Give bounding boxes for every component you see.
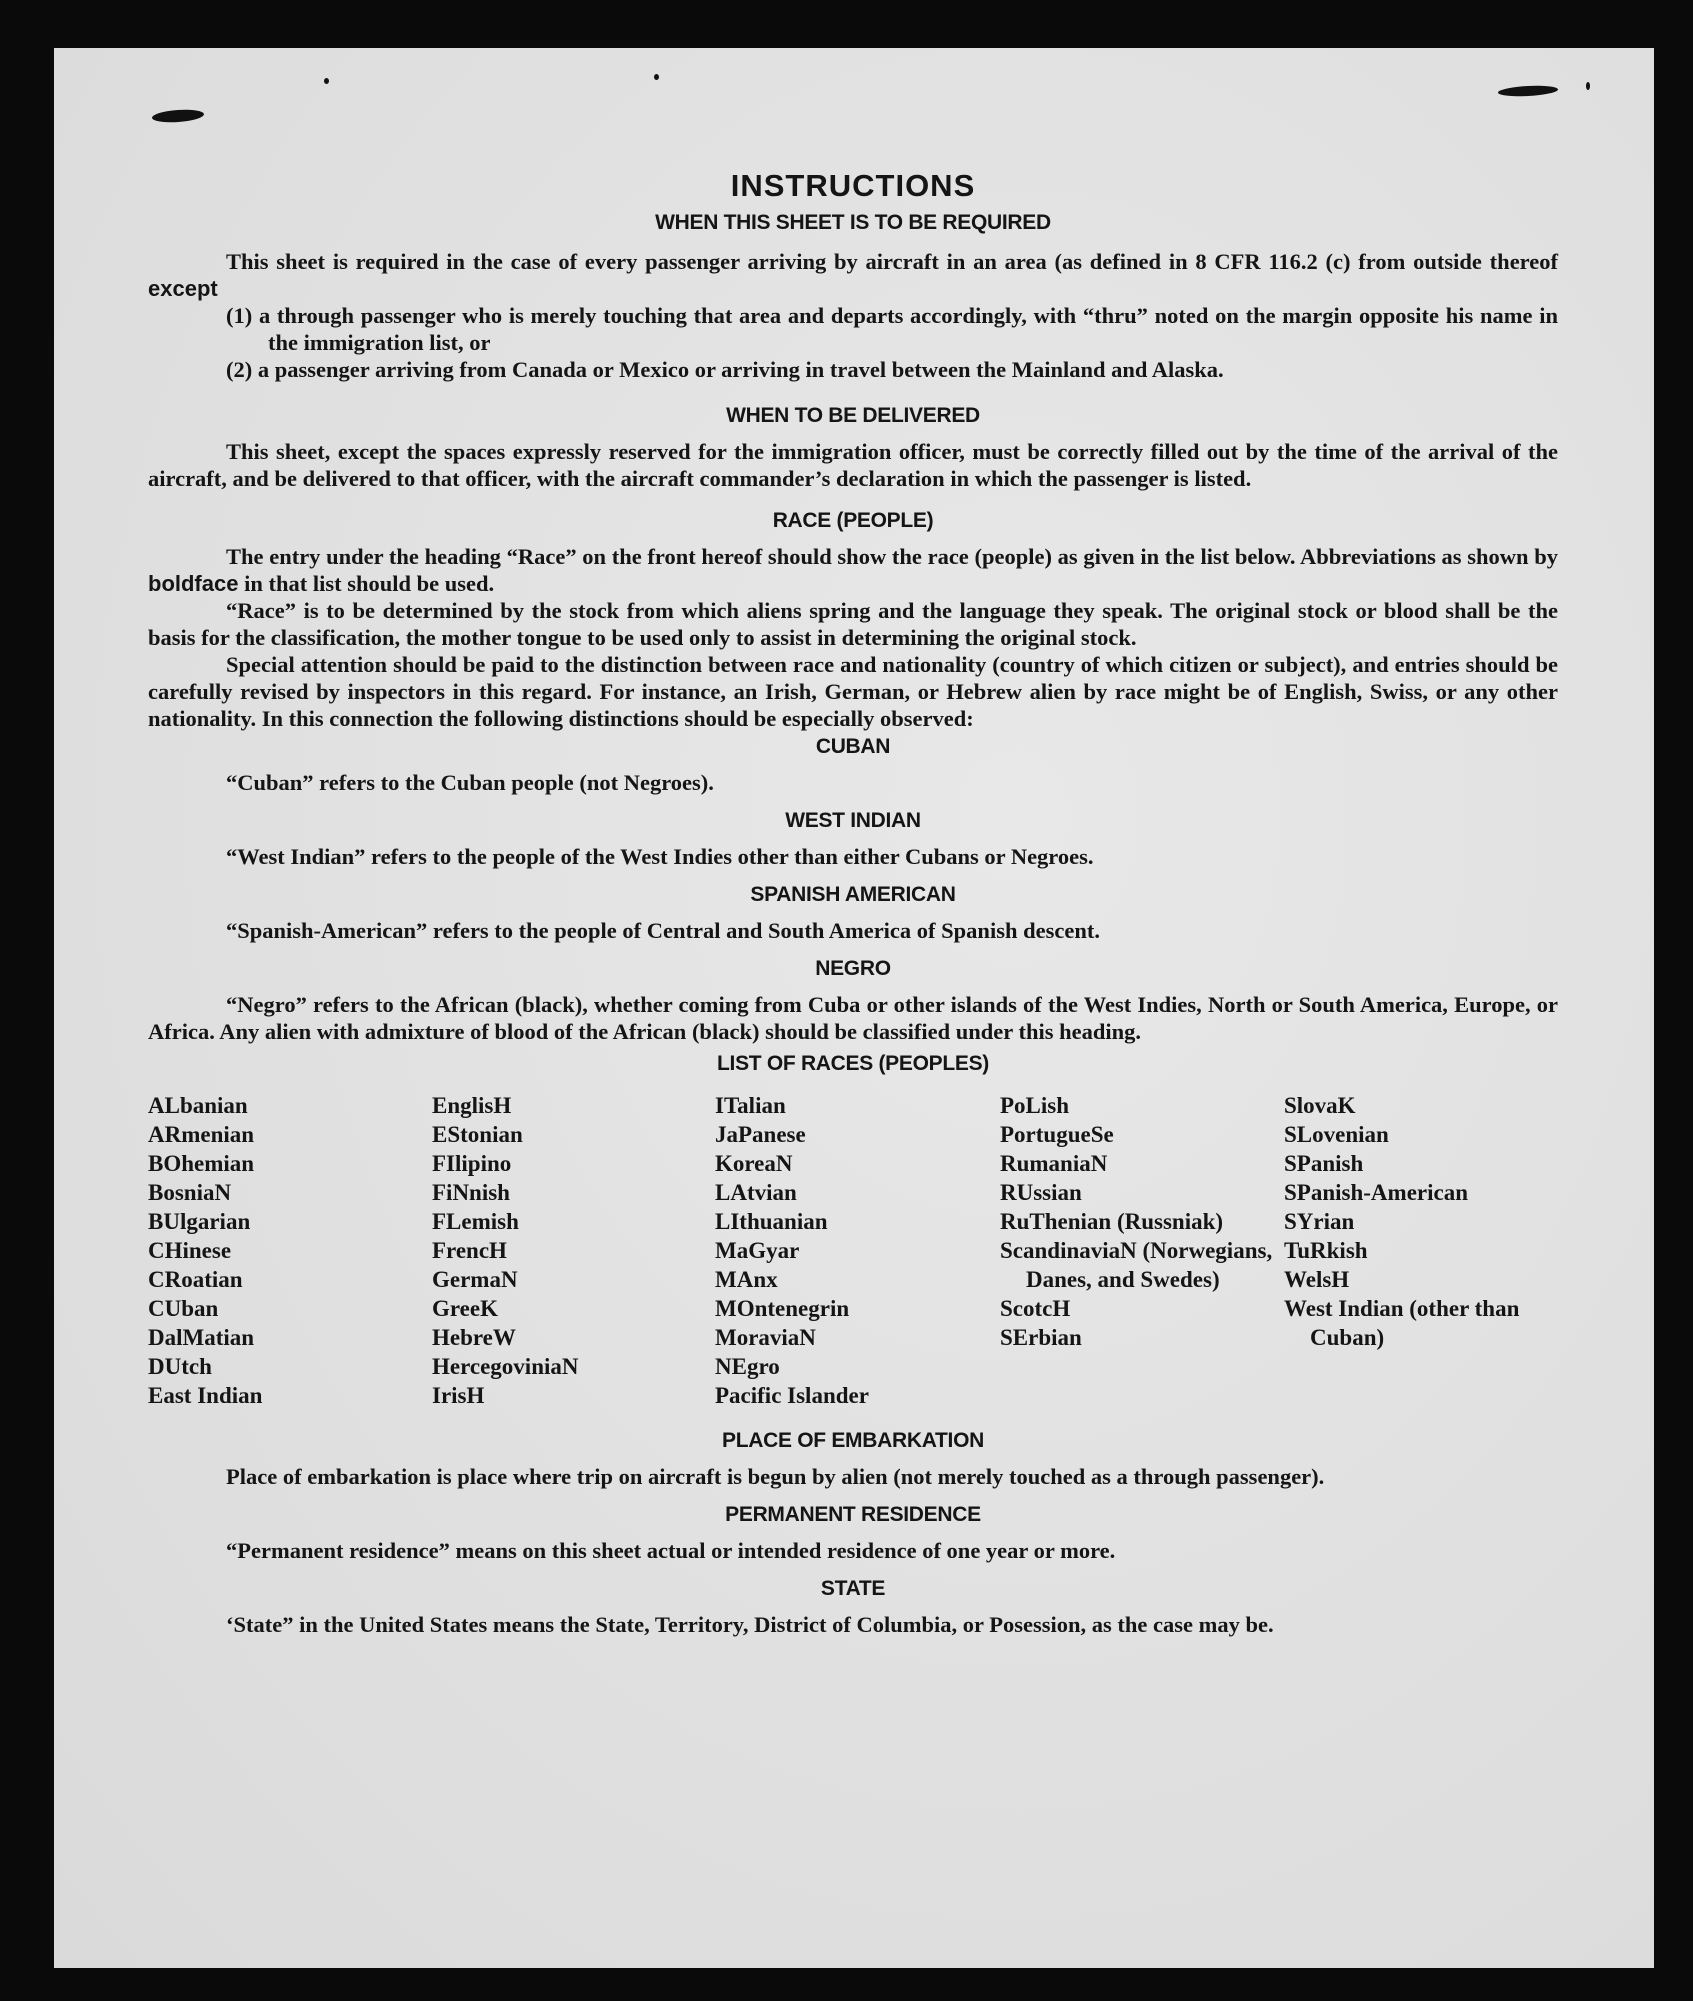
race-entry: IrisH xyxy=(432,1383,485,1408)
section-heading: STATE xyxy=(820,1577,886,1600)
race-entry: West Indian (other than Cuban) xyxy=(1284,1296,1520,1350)
section-heading: SPANISH AMERICAN xyxy=(750,883,956,906)
section-heading: CUBAN xyxy=(815,735,891,758)
race-entry: BUlgarian xyxy=(148,1209,251,1234)
race-entry: HebreW xyxy=(432,1325,516,1350)
ink-blot xyxy=(1498,84,1558,97)
bleed-through-text xyxy=(674,118,679,135)
paragraph xyxy=(148,248,1558,302)
race-entry: BOhemian xyxy=(148,1151,255,1176)
race-entry: ARmenian xyxy=(148,1122,255,1147)
paragraph: ‘State” in the United States means the State, Territory, District of Columbia, or Posession, as the case may be. xyxy=(226,1612,1274,1637)
race-entry: FrencH xyxy=(432,1238,507,1263)
paragraph: Special attention should be paid to the distinction between race and nationality (country of which citizen or subject), and entries should be carefully revised by inspectors in this regard. For instance, an Irish, German, or Hebrew alien by race might be of English, Swiss, or any other nationality. In this connection the following distinctions should be especially observed: xyxy=(148,652,1558,731)
section-heading: RACE (PEOPLE) xyxy=(772,509,934,532)
race-entry: PoLish xyxy=(1000,1093,1070,1118)
paragraph: “Negro” refers to the African (black), whether coming from Cuba or other islands of the West Indies, North or South America, Europe, or Africa. Any alien with admixture of blood of the African (black) should be classified under this heading. xyxy=(148,992,1558,1044)
race-entry: PortugueSe xyxy=(1000,1122,1114,1147)
race-entry: MoraviaN xyxy=(715,1325,816,1350)
section-heading: WHEN TO BE DELIVERED xyxy=(726,404,980,427)
race-entry: LIthuanian xyxy=(715,1209,828,1234)
races-column xyxy=(715,1091,1000,1410)
race-entry: MOntenegrin xyxy=(715,1296,850,1321)
race-entry: SYrian xyxy=(1284,1209,1355,1234)
page-title: INSTRUCTIONS xyxy=(730,168,976,203)
paragraph: Place of embarkation is place where trip on aircraft is begun by alien (not merely touched as a through passenger). xyxy=(226,1464,1325,1489)
paragraph: “Cuban” refers to the Cuban people (not Negroes). xyxy=(226,770,714,795)
race-entry: BosniaN xyxy=(148,1180,232,1205)
paragraph xyxy=(148,543,1558,597)
document-page xyxy=(54,48,1654,1968)
section-heading: LIST OF RACES (PEOPLES) xyxy=(717,1052,989,1075)
race-entry: ITalian xyxy=(715,1093,786,1118)
ink-dot xyxy=(324,78,329,84)
race-entry: RuThenian (Russniak) xyxy=(1000,1209,1224,1234)
race-entry: TuRkish xyxy=(1284,1238,1368,1263)
paragraph-text: This sheet is required in the case of every passenger arriving by aircraft in an area (as defined in 8 CFR 116.2 (c) from outside thereof xyxy=(226,249,1558,274)
races-column xyxy=(1000,1091,1284,1410)
race-entry: ALbanian xyxy=(148,1093,248,1118)
races-column xyxy=(148,1091,432,1410)
race-entry: SlovaK xyxy=(1284,1093,1356,1118)
section-heading: WHEN THIS SHEET IS TO BE REQUIRED xyxy=(655,211,1051,234)
races-list xyxy=(148,1091,1558,1410)
race-entry: LAtvian xyxy=(715,1180,797,1205)
races-column xyxy=(1284,1091,1558,1410)
race-entry: NEgro xyxy=(715,1354,780,1379)
section-heading: NEGRO xyxy=(815,957,891,980)
race-entry: DUtch xyxy=(148,1354,212,1379)
race-entry: Pacific Islander xyxy=(715,1383,869,1408)
race-entry: GermaN xyxy=(432,1267,518,1292)
race-entry: JaPanese xyxy=(715,1122,806,1147)
ink-dot xyxy=(654,74,659,80)
race-entry: FLemish xyxy=(432,1209,519,1234)
list-item: (2) a passenger arriving from Canada or Mexico or arriving in travel between the Mainland and Alaska. xyxy=(226,357,1224,382)
race-entry: DalMatian xyxy=(148,1325,255,1350)
race-entry: CHinese xyxy=(148,1238,232,1263)
instructions-body xyxy=(148,168,1558,1638)
race-entry: East Indian xyxy=(148,1383,263,1408)
race-entry: FiNnish xyxy=(432,1180,510,1205)
race-entry: ScotcH xyxy=(1000,1296,1071,1321)
race-entry: EnglisH xyxy=(432,1093,512,1118)
paragraph: “Spanish-American” refers to the people of Central and South America of Spanish descent. xyxy=(226,918,1100,943)
paragraph: “West Indian” refers to the people of the West Indies other than either Cubans or Negroes. xyxy=(226,844,1094,869)
race-entry: CUban xyxy=(148,1296,219,1321)
race-entry: MaGyar xyxy=(715,1238,800,1263)
emphasis-text: boldface xyxy=(148,571,239,596)
paragraph-text: The entry under the heading “Race” on the front hereof should show the race (people) as given in the list below. Abbreviations as shown by xyxy=(226,544,1558,569)
race-entry: HercegoviniaN xyxy=(432,1354,579,1379)
races-column xyxy=(432,1091,715,1410)
race-entry: CRoatian xyxy=(148,1267,243,1292)
race-entry: KoreaN xyxy=(715,1151,793,1176)
paragraph: “Permanent residence” means on this sheet actual or intended residence of one year or more. xyxy=(226,1538,1116,1563)
emphasis-text: except xyxy=(148,276,218,301)
paragraph: This sheet, except the spaces expressly reserved for the immigration officer, must be correctly filled out by the time of the arrival of the aircraft, and be delivered to that officer, with the aircraft commander’s declaration in which the passenger is listed. xyxy=(148,439,1558,491)
list-item: (1) a through passenger who is merely touching that area and departs accordingly, with “thru” noted on the margin opposite his name in the immigration list, or xyxy=(226,303,1558,355)
race-entry: ScandinaviaN (Norwegians, Danes, and Swedes) xyxy=(1000,1238,1273,1292)
race-entry: FIlipino xyxy=(432,1151,512,1176)
race-entry: RumaniaN xyxy=(1000,1151,1108,1176)
ink-dot xyxy=(1586,82,1590,90)
paragraph-text: in that list should be used. xyxy=(238,571,495,596)
race-entry: SErbian xyxy=(1000,1325,1082,1350)
race-entry: SPanish-American xyxy=(1284,1180,1468,1205)
race-entry: WelsH xyxy=(1284,1267,1350,1292)
race-entry: RUssian xyxy=(1000,1180,1082,1205)
ink-blot xyxy=(152,108,205,124)
section-heading: PLACE OF EMBARKATION xyxy=(722,1429,984,1452)
race-entry: GreeK xyxy=(432,1296,498,1321)
section-heading: WEST INDIAN xyxy=(785,809,921,832)
section-heading: PERMANENT RESIDENCE xyxy=(725,1503,981,1526)
race-entry: MAnx xyxy=(715,1267,778,1292)
race-entry: SLovenian xyxy=(1284,1122,1389,1147)
paragraph: “Race” is to be determined by the stock from which aliens spring and the language they speak. The original stock or blood shall be the basis for the classification, the mother tongue to be used only to assist in determining the original stock. xyxy=(148,598,1558,650)
race-entry: EStonian xyxy=(432,1122,523,1147)
race-entry: SPanish xyxy=(1284,1151,1364,1176)
